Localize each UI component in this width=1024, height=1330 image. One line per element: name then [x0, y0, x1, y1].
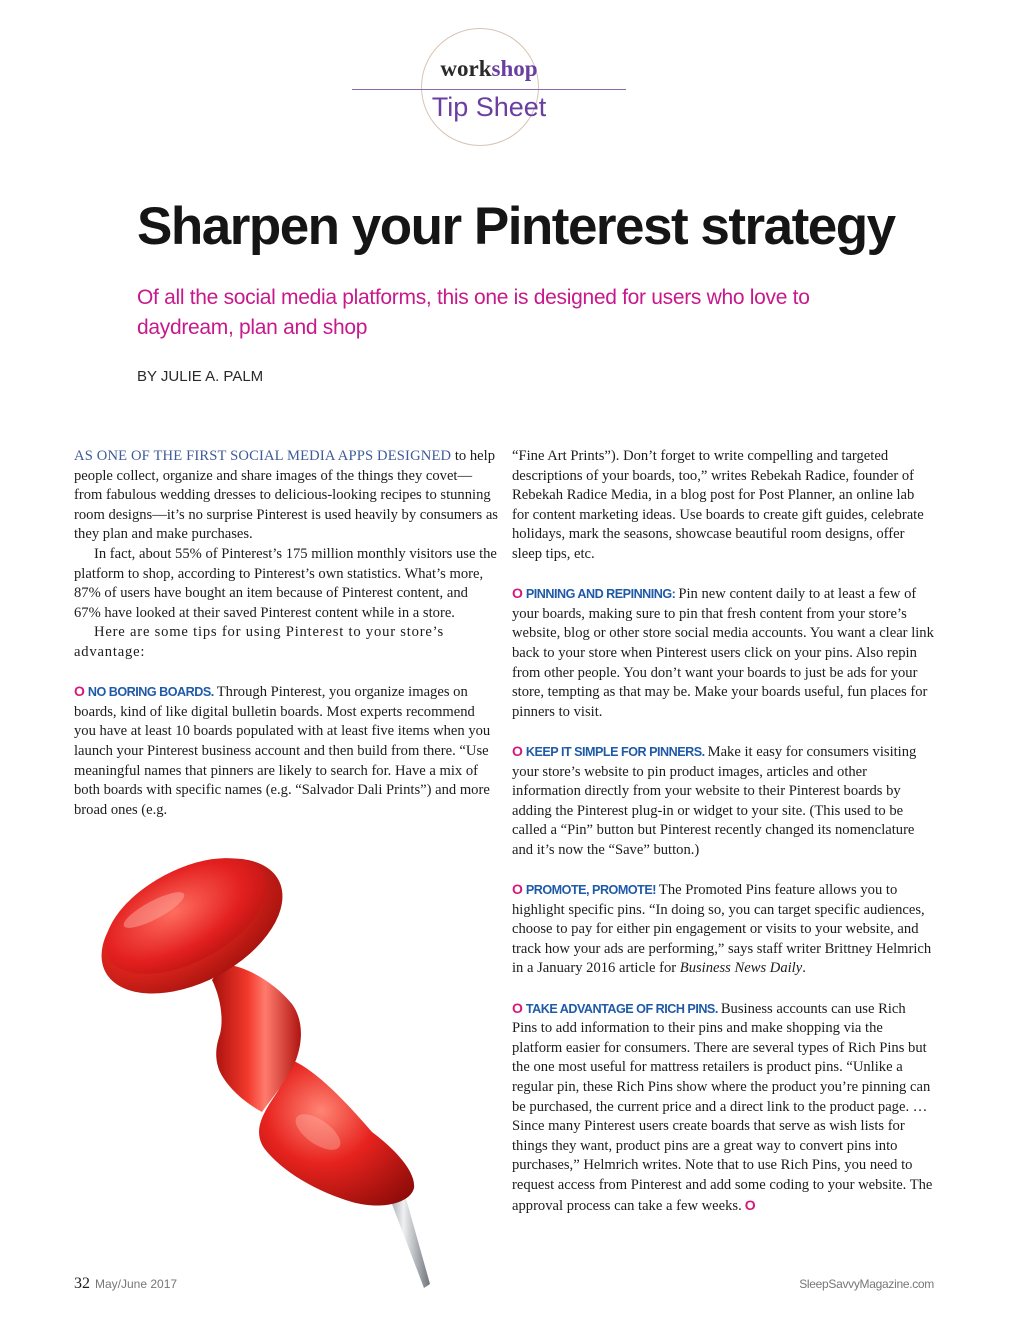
tip-body: Pin new content daily to at least a few of your boards, making sure to pin that fresh content from your store’s website, blog or other store social media accounts. You want a clear link back to your store when Pinterest users click on your pins. Also repin from other people. You don’t want your boards to just be ads for your store, tempting as that may be. Make your boards useful, fun places for pinners to visit.: [512, 586, 934, 720]
article-dek: Of all the social media platforms, this one is designed for users who love to daydream, plan and shop: [137, 286, 810, 339]
tip-heading: KEEP IT SIMPLE FOR PINNERS.: [525, 744, 705, 759]
article-column-right: [512, 447, 934, 1216]
publication-name: Business News Daily: [679, 960, 803, 977]
tip-body: Business accounts can use Rich Pins to add information to their pins and make shopping via the platform easier for consumers. There are several types of Rich Pins but the one most useful for mattress retailers is product pins. “Unlike a regular pin, these Rich Pins show where the product you’re pinning can be purchased, the current price and a direct link to the product page. … Since many Pinterest users create boards that serve as wish lists for things they want, product pins are a great way to convert pins into purchases,” Helmrich writes. Note that to use Rich Pins, you need to request access from Pinterest and add some coding to your website. The approval process can take a few weeks.: [512, 1000, 933, 1214]
article-title: Sharpen your Pinterest strategy: [137, 197, 895, 256]
tip-heading: PINNING AND REPINNING:: [525, 587, 676, 602]
header-circle-ornament: [421, 28, 539, 146]
push-pin-icon: [96, 832, 456, 1302]
intro-paragraph: [74, 447, 498, 545]
issue-date: May/June 2017: [95, 1277, 178, 1291]
tip-keep-it-simple: [512, 742, 934, 861]
tip-heading: TAKE ADVANTAGE OF RICH PINS.: [525, 1001, 718, 1016]
intro-body: to help people collect, organize and share images of the things they covet—from fabulous wedding dresses to delicious-looking recipes to stunning room designs—it’s no surprise Pinterest is used heavily by consumers as they plan and make purchases.: [74, 448, 498, 543]
tips-intro-paragraph: Here are some tips for using Pinterest to your store’s advantage:: [74, 624, 445, 660]
byline: BY JULIE A. PALM: [137, 368, 264, 385]
tip-body: The Promoted Pins feature allows you to highlight specific pins. “In doing so, you can target specific audiences, choose to pay for either pin engagement or visits to your website, and track how your ads are performing,” says staff writer Brittney Helmrich in a January 2016 article for: [512, 882, 932, 977]
tip-continuation: “Fine Art Prints”). Don’t forget to write compelling and targeted descriptions of your boards, too,” writes Rebekah Radice, founder of Rebekah Radice Media, in a blog post for Post Planner, an online lab for content marketing ideas. Use boards to create gift guides, celebrate holidays, mark the seasons, showcase beautiful room designs, offer sleep tips, etc.: [512, 448, 924, 562]
tip-no-boring-boards: [74, 682, 498, 820]
stats-paragraph: In fact, about 55% of Pinterest’s 175 million monthly visitors use the platform to shop, according to Pinterest’s own statistics. What’s more, 87% of users have bought an item because of Pinterest content, and 67% have looked at their saved Pinterest content while in a store.: [74, 545, 497, 621]
tip-rich-pins: [512, 999, 934, 1217]
tip-body: Make it easy for consumers visiting your store’s website to pin product images, articles and other information directly from your website to their Pinterest boards by adding the Pinterest plug-in or widget to your site. (This used to be called a “Pin” button but Pinterest recently changed its nomenclature and it’s now the “Save” button.): [512, 743, 917, 858]
section-kicker: [352, 56, 626, 82]
footer-website: SleepSavvyMagazine.com: [799, 1277, 934, 1291]
bullet-marker: O: [74, 683, 85, 700]
tip-body: Through Pinterest, you organize images on boards, kind of like digital bulletin boards. Most experts recommend you have at least 10 boards populated with at least five items when you launch your Pinterest business account and then build from there. “Use meaningful names that pinners are likely to search for. Have a mix of both boards with specific names (e.g. “Salvador Dali Prints”) and more broad ones (e.g.: [74, 684, 491, 818]
section-kicker-part-2: shop: [491, 56, 538, 81]
end-mark: O: [744, 1196, 756, 1213]
intro-lead-in: AS ONE OF THE FIRST SOCIAL MEDIA APPS DESIGNED: [74, 448, 452, 464]
section-kicker-part-1: work: [440, 56, 492, 81]
bullet-marker: O: [512, 585, 523, 602]
footer-left: [74, 1275, 177, 1293]
bullet-marker: O: [512, 999, 523, 1016]
page-number: 32: [74, 1275, 90, 1292]
section-label: Tip Sheet: [431, 92, 547, 122]
sentence-end: .: [802, 960, 806, 977]
tip-pinning-and-repinning: [512, 584, 934, 722]
header-rule: [352, 89, 626, 90]
article-column-left: [74, 447, 498, 820]
tip-heading: PROMOTE, PROMOTE!: [525, 883, 656, 898]
tip-heading: NO BORING BOARDS.: [87, 685, 214, 700]
bullet-marker: O: [512, 742, 523, 759]
tip-promote: [512, 880, 934, 979]
bullet-marker: O: [512, 881, 523, 898]
